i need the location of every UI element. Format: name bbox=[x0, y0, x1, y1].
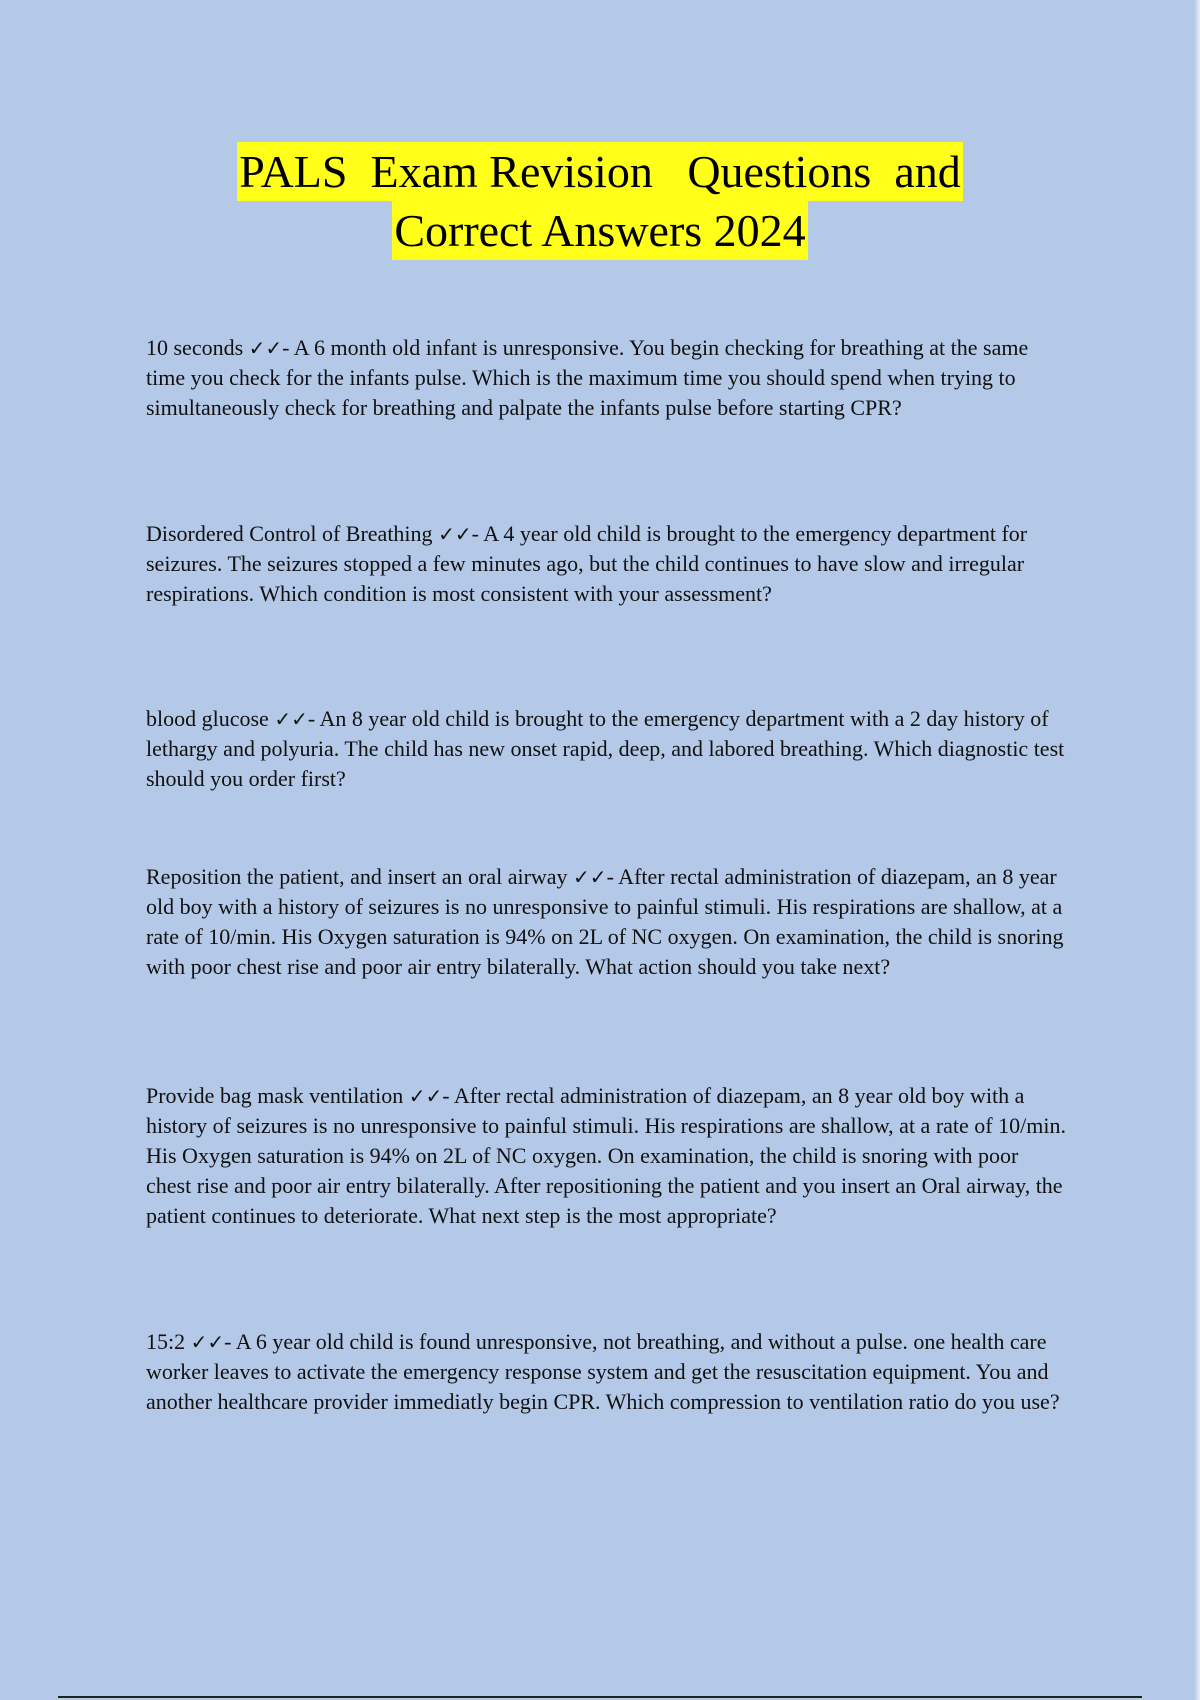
question-text: - A 6 year old child is found unresponsive, not breathing, and without a pulse. one health care worker leaves to activate the emergency response system and get the resuscitation equipment. You and another healthcare provider immediatly begin CPR. Which compression to ventilation ratio do you use? bbox=[146, 1329, 1060, 1414]
double-check-icon: ✓✓ bbox=[248, 336, 283, 360]
double-check-icon: ✓✓ bbox=[438, 522, 472, 546]
question-text: - A 6 month old infant is unresponsive. You begin checking for breathing at the same time you check for the infants pulse. Which is the maximum time you should spend when trying to simultaneously check for breathing and palpate the infants pulse before starting CPR? bbox=[146, 335, 1029, 420]
answer-text: blood glucose bbox=[146, 706, 269, 731]
double-check-icon: ✓✓ bbox=[408, 1084, 443, 1108]
page-edge bbox=[1194, 0, 1200, 1700]
bottom-rule bbox=[58, 1696, 1142, 1698]
qa-item bbox=[146, 862, 1066, 982]
question-text: - An 8 year old child is brought to the emergency department with a 2 day history of lethargy and polyuria. The child has new onset rapid, deep, and labored breathing. Which diagnostic test should you order first? bbox=[146, 706, 1065, 791]
answer-text: Reposition the patient, and insert an oral airway bbox=[146, 864, 568, 889]
qa-item bbox=[146, 519, 1066, 609]
double-check-icon: ✓✓ bbox=[190, 1330, 225, 1354]
qa-item bbox=[146, 333, 1066, 423]
question-text: - A 4 year old child is brought to the emergency department for seizures. The seizures stopped a few minutes ago, but the child continues to have slow and irregular respirations. Which condition is most consistent with your assessment? bbox=[146, 521, 1028, 606]
question-text: - After rectal administration of diazepam, an 8 year old boy with a history of seizures is no unresponsive to painful stimuli. His respirations are shallow, at a rate of 10/min. His Oxygen saturation is 94% on 2L of NC oxygen. On examination, the child is snoring with poor chest rise and poor air entry bilaterally. After repositioning the patient and you insert an Oral airway, the patient continues to deteriorate. What next step is the most appropriate? bbox=[146, 1083, 1066, 1228]
qa-item bbox=[146, 1081, 1066, 1231]
document-title bbox=[150, 142, 1050, 260]
answer-text: 15:2 bbox=[146, 1329, 186, 1354]
answer-text: Provide bag mask ventilation bbox=[146, 1083, 404, 1108]
double-check-icon: ✓✓ bbox=[274, 707, 308, 731]
answer-text: 10 seconds bbox=[146, 335, 244, 360]
title-line-2: Correct Answers 2024 bbox=[392, 201, 807, 260]
double-check-icon: ✓✓ bbox=[573, 865, 607, 889]
qa-item bbox=[146, 1327, 1066, 1417]
answer-text: Disordered Control of Breathing bbox=[146, 521, 433, 546]
title-line-1: PALS Exam Revision Questions and bbox=[237, 142, 963, 201]
question-text: - After rectal administration of diazepam, an 8 year old boy with a history of seizures is no unresponsive to painful stimuli. His respirations are shallow, at a rate of 10/min. His Oxygen saturation is 94% on 2L of NC oxygen. On examination, the child is snoring with poor chest rise and poor air entry bilaterally. What action should you take next? bbox=[146, 864, 1064, 979]
qa-item bbox=[146, 704, 1066, 794]
